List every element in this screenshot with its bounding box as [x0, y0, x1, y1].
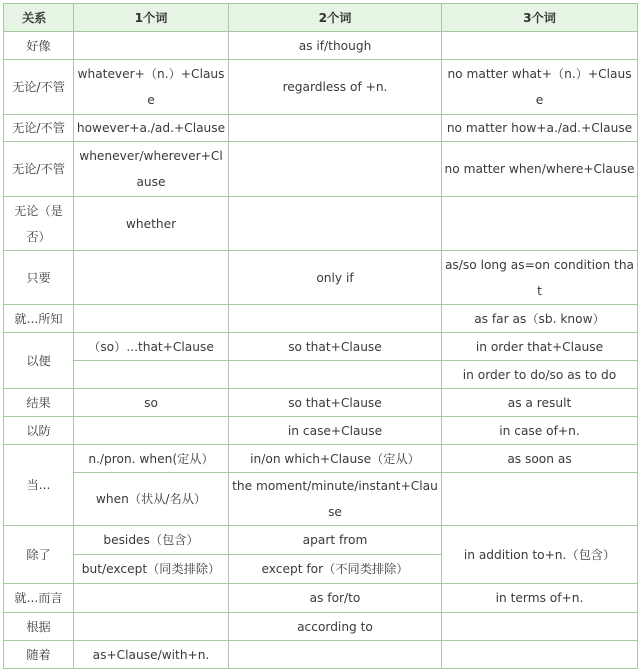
table-row — [4, 115, 638, 142]
one-word-cell: （so）...that+Clause — [74, 333, 229, 361]
three-words-cell — [442, 613, 638, 641]
header-row — [4, 4, 638, 32]
one-word-cell: however+a./ad.+Clause — [74, 115, 229, 142]
header-one-word: 1个词 — [74, 4, 229, 32]
table-row — [4, 473, 638, 526]
three-words-cell: in addition to+n.（包含） — [442, 526, 638, 584]
one-word-cell — [74, 251, 229, 305]
three-words-cell: in terms of+n. — [442, 584, 638, 613]
relation-cell: 随着 — [4, 641, 74, 669]
table-row — [4, 584, 638, 613]
relation-cell: 以防 — [4, 417, 74, 445]
one-word-cell — [74, 305, 229, 333]
relation-cell: 无论/不管 — [4, 142, 74, 197]
one-word-cell — [74, 584, 229, 613]
table-row — [4, 361, 638, 389]
relation-cell: 无论（是否） — [4, 197, 74, 251]
two-words-cell: so that+Clause — [229, 389, 442, 417]
table-row — [4, 32, 638, 60]
relation-cell: 好像 — [4, 32, 74, 60]
table-row — [4, 389, 638, 417]
one-word-cell — [74, 32, 229, 60]
two-words-cell: regardless of +n. — [229, 60, 442, 115]
three-words-cell: no matter what+（n.）+Clause — [442, 60, 638, 115]
relation-cell: 以便 — [4, 333, 74, 389]
table-row — [4, 142, 638, 197]
two-words-cell: in/on which+Clause（定从） — [229, 445, 442, 473]
relation-cell: 根据 — [4, 613, 74, 641]
one-word-cell — [74, 417, 229, 445]
two-words-cell: except for（不同类排除） — [229, 555, 442, 584]
table-row — [4, 613, 638, 641]
table-row — [4, 251, 638, 305]
header-three-words: 3个词 — [442, 4, 638, 32]
one-word-cell — [74, 361, 229, 389]
three-words-cell: in case of+n. — [442, 417, 638, 445]
relation-cell: 无论/不管 — [4, 60, 74, 115]
two-words-cell — [229, 361, 442, 389]
three-words-cell — [442, 197, 638, 251]
three-words-cell: as far as（sb. know） — [442, 305, 638, 333]
two-words-cell — [229, 142, 442, 197]
three-words-cell: as/so long as=on condition that — [442, 251, 638, 305]
one-word-cell: whatever+（n.）+Clause — [74, 60, 229, 115]
two-words-cell: in case+Clause — [229, 417, 442, 445]
table-row — [4, 60, 638, 115]
table-row — [4, 526, 638, 555]
three-words-cell: as soon as — [442, 445, 638, 473]
table-row — [4, 445, 638, 473]
three-words-cell: in order to do/so as to do — [442, 361, 638, 389]
three-words-cell — [442, 641, 638, 669]
relation-cell: 就...而言 — [4, 584, 74, 613]
two-words-cell — [229, 641, 442, 669]
one-word-cell: whenever/wherever+Clause — [74, 142, 229, 197]
table-row — [4, 641, 638, 669]
one-word-cell: but/except（同类排除） — [74, 555, 229, 584]
header-relation: 关系 — [4, 4, 74, 32]
relation-cell: 就...所知 — [4, 305, 74, 333]
relation-cell: 当... — [4, 445, 74, 526]
one-word-cell: when（状从/名从） — [74, 473, 229, 526]
conjunction-table — [3, 3, 638, 669]
three-words-cell: as a result — [442, 389, 638, 417]
one-word-cell: so — [74, 389, 229, 417]
three-words-cell: in order that+Clause — [442, 333, 638, 361]
two-words-cell: apart from — [229, 526, 442, 555]
one-word-cell — [74, 613, 229, 641]
three-words-cell: no matter when/where+Clause — [442, 142, 638, 197]
one-word-cell: whether — [74, 197, 229, 251]
two-words-cell: only if — [229, 251, 442, 305]
two-words-cell: so that+Clause — [229, 333, 442, 361]
table-row — [4, 333, 638, 361]
relation-cell: 只要 — [4, 251, 74, 305]
table-row — [4, 305, 638, 333]
relation-cell: 结果 — [4, 389, 74, 417]
three-words-cell — [442, 473, 638, 526]
two-words-cell — [229, 197, 442, 251]
relation-cell: 无论/不管 — [4, 115, 74, 142]
two-words-cell: as for/to — [229, 584, 442, 613]
relation-cell: 除了 — [4, 526, 74, 584]
table-row — [4, 197, 638, 251]
one-word-cell: as+Clause/with+n. — [74, 641, 229, 669]
header-two-words: 2个词 — [229, 4, 442, 32]
two-words-cell — [229, 115, 442, 142]
table-row — [4, 417, 638, 445]
two-words-cell — [229, 305, 442, 333]
one-word-cell: besides（包含） — [74, 526, 229, 555]
one-word-cell: n./pron. when(定从） — [74, 445, 229, 473]
three-words-cell — [442, 32, 638, 60]
two-words-cell: as if/though — [229, 32, 442, 60]
three-words-cell: no matter how+a./ad.+Clause — [442, 115, 638, 142]
two-words-cell: the moment/minute/instant+Clause — [229, 473, 442, 526]
two-words-cell: according to — [229, 613, 442, 641]
